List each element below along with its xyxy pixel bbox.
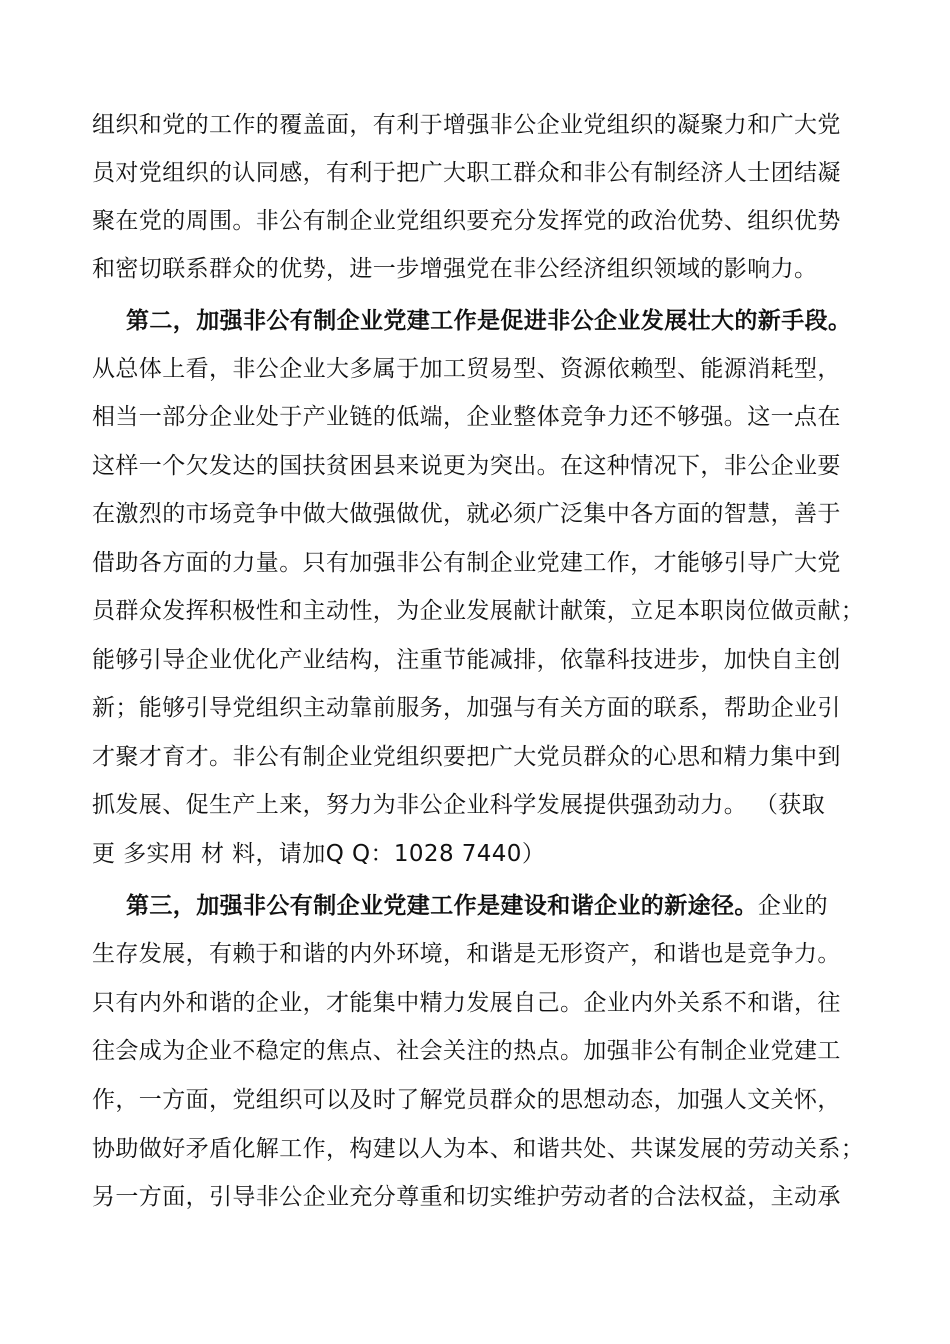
paragraph-line: 相当一部分企业处于产业链的低端，企业整体竞争力还不够强。这一点在: [92, 404, 841, 430]
paragraph-line: 作，一方面，党组织可以及时了解党员群众的思想动态，加强人文关怀，: [92, 1087, 841, 1113]
paragraph-line: 组织和党的工作的覆盖面，有利于增强非公企业党组织的凝聚力和广大党: [92, 112, 841, 138]
contact-note-line: 更 多实用 材 料，请加Q Q：1028 7440）: [92, 841, 546, 867]
paragraph-line: 借助各方面的力量。只有加强非公有制企业党建工作，才能够引导广大党: [92, 550, 841, 576]
paragraph-line: 往会成为企业不稳定的焦点、社会关注的热点。加强非公有制企业党建工: [92, 1038, 841, 1064]
paragraph-line: 生存发展，有赖于和谐的内外环境，和谐是无形资产，和谐也是竞争力。: [92, 941, 841, 967]
paragraph-line: 新；能够引导党组织主动靠前服务，加强与有关方面的联系，帮助企业引: [92, 695, 841, 721]
paragraph-line: 和密切联系群众的优势，进一步增强党在非公经济组织领域的影响力。: [92, 256, 818, 282]
section-heading-third: 第三，加强非公有制企业党建工作是建设和谐企业的新途径。: [126, 893, 758, 919]
paragraph-line: 才聚才育才。非公有制企业党组织要把广大党员群众的心思和精力集中到: [92, 744, 841, 770]
paragraph-text: 企业的: [757, 893, 829, 919]
paragraph-line: 协助做好矛盾化解工作，构建以人为本、和谐共处、共谋发展的劳动关系；: [92, 1136, 865, 1162]
paragraph-line: 从总体上看，非公企业大多属于加工贸易型、资源依赖型、能源消耗型，: [92, 356, 841, 382]
paragraph-line: 另一方面，引导非公企业充分尊重和切实维护劳动者的合法权益，主动承: [92, 1184, 841, 1210]
paragraph-line: 能够引导企业优化产业结构，注重节能减排，依靠科技进步，加快自主创: [92, 647, 841, 673]
paragraph-line: 在激烈的市场竞争中做大做强做优，就必须广泛集中各方面的智慧，善于: [92, 501, 841, 527]
paragraph-line: 这样一个欠发达的国扶贫困县来说更为突出。在这种情况下，非公企业要: [92, 453, 841, 479]
section-heading-second: 第二，加强非公有制企业党建工作是促进非公企业发展壮大的新手段。: [126, 308, 852, 334]
paragraph-line: 员群众发挥积极性和主动性，为企业发展献计献策，立足本职岗位做贡献；: [92, 598, 865, 624]
paragraph-line: 抓发展、促生产上来，努力为非公企业科学发展提供强劲动力。 （获取: [92, 792, 826, 818]
paragraph-line: 只有内外和谐的企业，才能集中精力发展自己。企业内外关系不和谐，往: [92, 990, 841, 1016]
section-third-first-line: [126, 891, 828, 921]
paragraph-line: 员对党组织的认同感，有利于把广大职工群众和非公有制经济人士团结凝: [92, 160, 841, 186]
paragraph-line: 聚在党的周围。非公有制企业党组织要充分发挥党的政治优势、组织优势: [92, 208, 841, 234]
